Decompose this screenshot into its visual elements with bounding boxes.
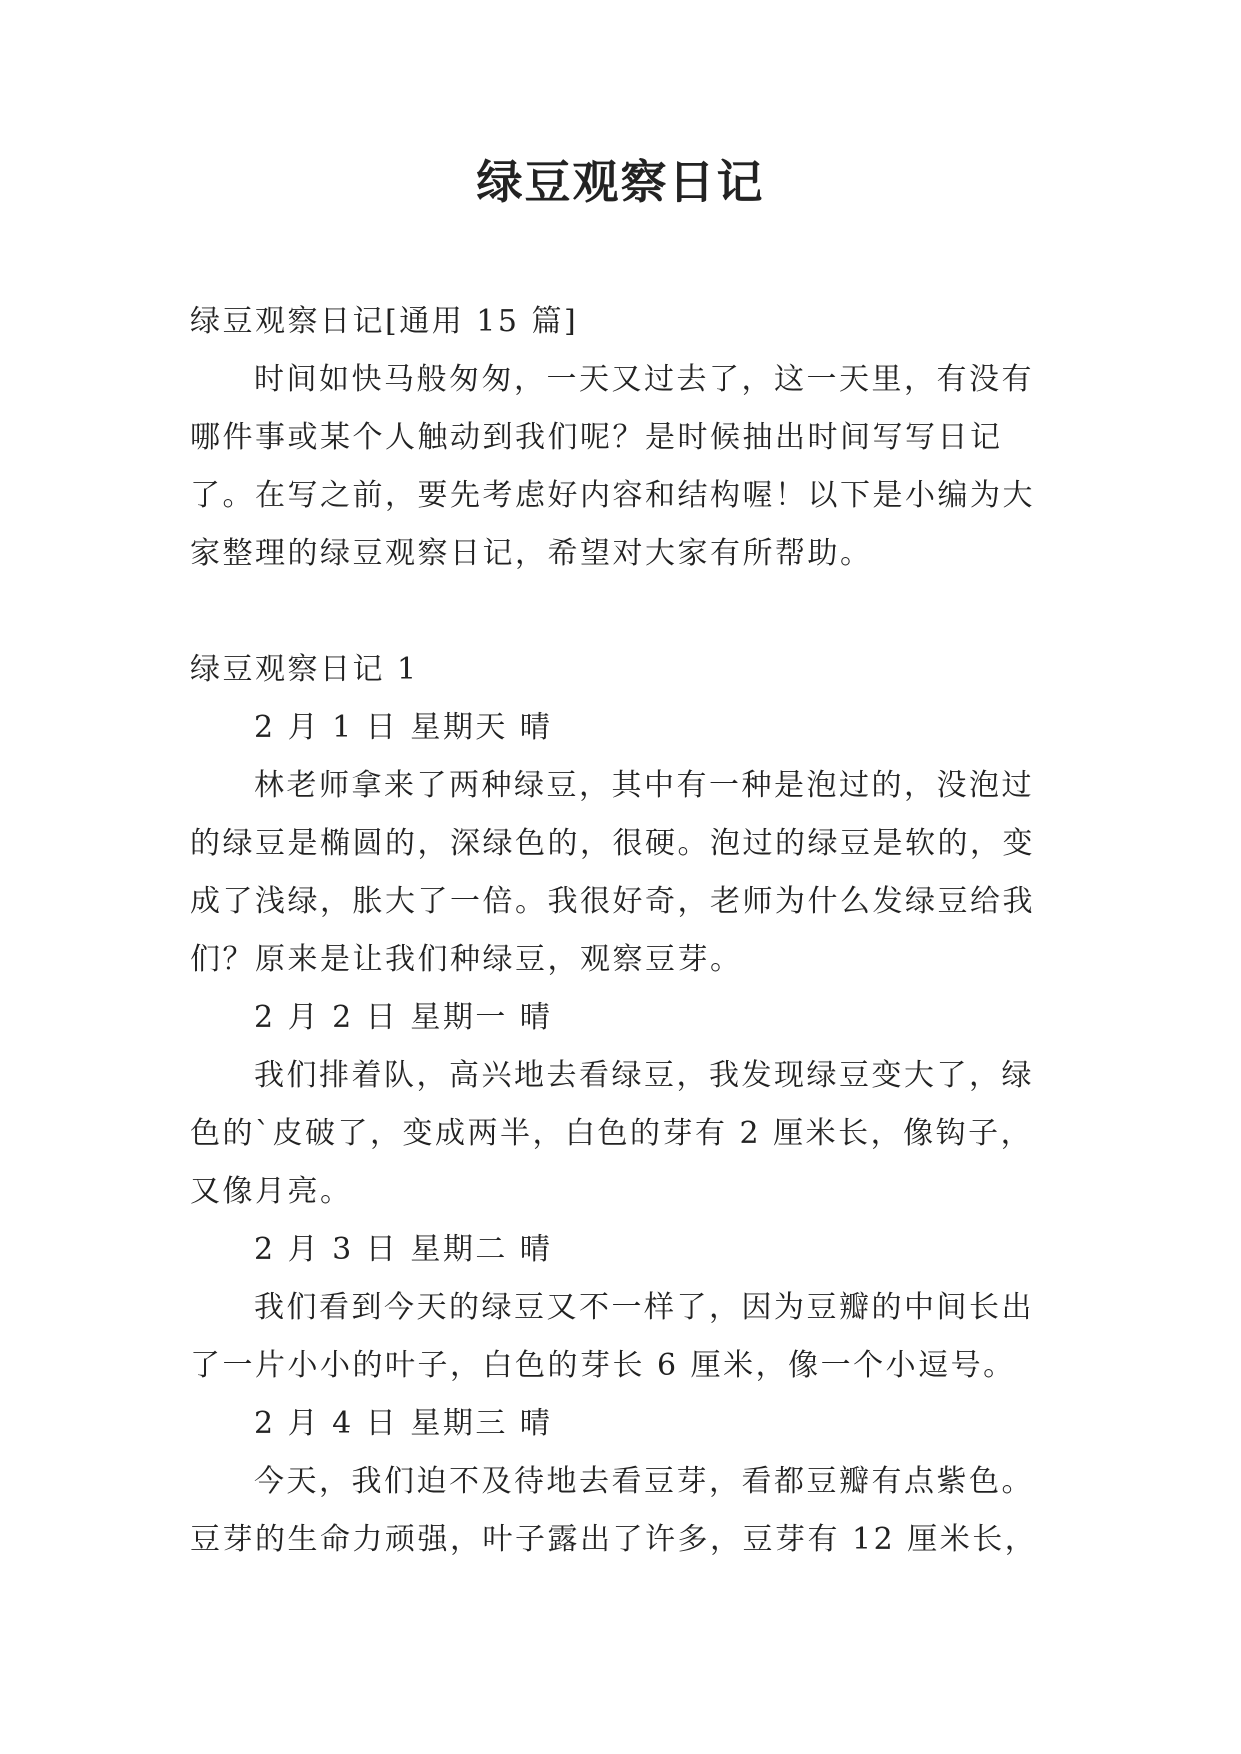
entry-line: 我们看到今天的绿豆又不一样了，因为豆瓣的中间长出 [254,1290,1034,1325]
entry-date: 2 月 1 日 星期天 晴 [254,710,553,745]
entry-line: 林老师拿来了两种绿豆，其中有一种是泡过的，没泡过 [254,768,1034,803]
entry-line: 我们排着队，高兴地去看绿豆，我发现绿豆变大了，绿 [254,1058,1034,1093]
entry-line: 色的`皮破了，变成两半，白色的芽有 2 厘米长，像钩子， [190,1116,1034,1151]
document-body [190,293,1070,1569]
entry-date: 2 月 3 日 星期二 晴 [254,1232,553,1267]
entry-line: 的绿豆是椭圆的，深绿色的，很硬。泡过的绿豆是软的，变 [190,826,1035,861]
document-subtitle: 绿豆观察日记[通用 15 篇] [190,304,579,339]
intro-line: 家整理的绿豆观察日记，希望对大家有所帮助。 [190,536,873,571]
entry-line: 了一片小小的叶子，白色的芽长 6 厘米，像一个小逗号。 [190,1348,1016,1383]
paragraph-spacer [190,583,1070,641]
intro-line: 时间如快马般匆匆，一天又过去了，这一天里，有没有 [254,362,1034,397]
intro-line: 哪件事或某个人触动到我们呢？是时候抽出时间写写日记 [190,420,1003,455]
intro-line: 了。在写之前，要先考虑好内容和结构喔！以下是小编为大 [190,478,1035,513]
entry-line: 今天，我们迫不及待地去看豆芽，看都豆瓣有点紫色。 [254,1464,1034,1499]
entry-line: 又像月亮。 [190,1174,353,1209]
entry-date: 2 月 4 日 星期三 晴 [254,1406,553,1441]
entry-date: 2 月 2 日 星期一 晴 [254,1000,553,1035]
entry-line: 们？原来是让我们种绿豆，观察豆芽。 [190,942,743,977]
entry-line: 成了浅绿，胀大了一倍。我很好奇，老师为什么发绿豆给我 [190,884,1035,919]
section-heading: 绿豆观察日记 1 [190,652,419,687]
entry-line: 豆芽的生命力顽强，叶子露出了许多，豆芽有 12 厘米长， [190,1522,1038,1557]
document-title: 绿豆观察日记 [476,155,765,209]
